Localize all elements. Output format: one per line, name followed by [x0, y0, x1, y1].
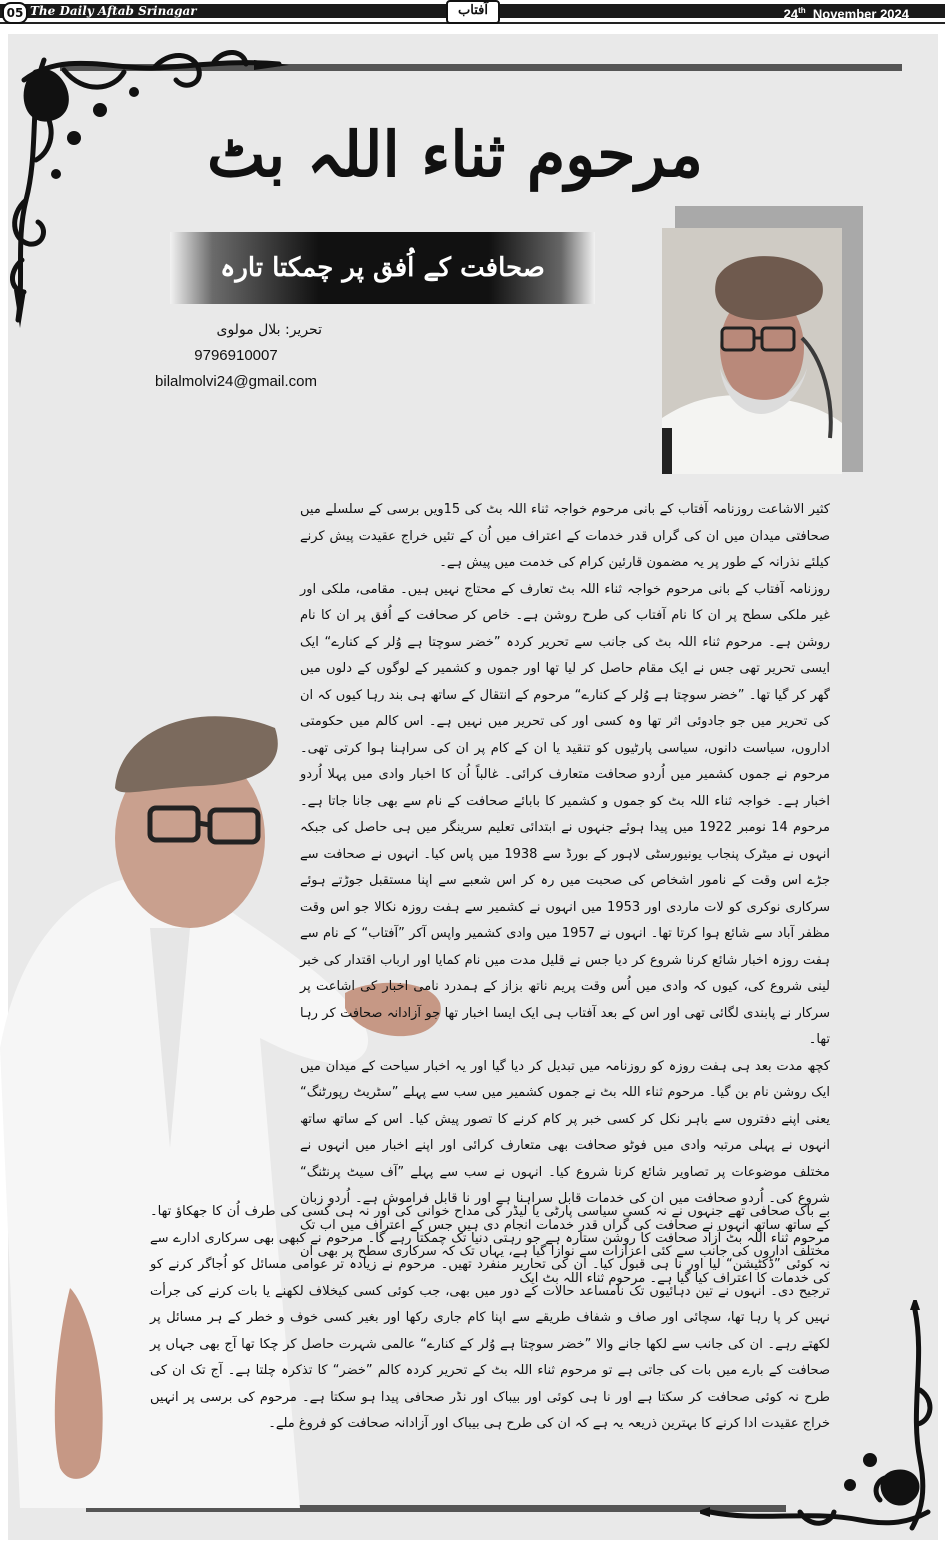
- author-block: [150, 318, 322, 394]
- date-rest: November 2024: [812, 6, 909, 22]
- article-paragraph: کچھ مدت بعد ہی ہفت روزہ کو روزنامہ میں تبدیل کر دیا گیا اور یہ اخبار سیاحت کے میدان میں ایک روشن نام بن گیا۔ مرحوم ثناء اللہ بٹ نے جموں کشمیر میں سب سے پہلے ”سٹریٹ رپورٹنگ“ یعنی اپنے دفتروں سے باہر نکل کر کسی خبر پر کام کرنے کا تصور پیش کیا۔ اس کے ساتھ ساتھ انہوں نے پہلی مرتبہ وادی میں فوٹو صحافت بھی متعارف کرائی اور اپنے اخبار میں انہوں نے مختلف موضوعات پر تصاویر شائع کرنا شروع کیا۔ انہوں نے سب سے پہلے ”آف سیٹ پرنٹنگ“ شروع کی۔ اُردو صحافت میں ان کی خدمات قابل سراہنا ہے اور نا قابل فراموش ہے۔ اُردو زبان کے ساتھ ساتھ انہوں نے صحافت کی گراں قدر خدمات انجام دی ہیں جس کے اعتراف میں اب تک مختلف اداروں کی جانب سے کئی اعزازات سے نوازا گیا ہے، یہاں تک کہ سرکاری سطح پر بھی ان کی خدمات کا اعتراف کیا گیا ہے۔ مرحوم ثناء اللہ بٹ ایک: [300, 1058, 830, 1286]
- page-number: 05: [2, 2, 28, 24]
- author-name: تحریر: بلال مولوی: [216, 322, 322, 338]
- portrait-illustration: [662, 228, 842, 474]
- article-paragraph: کثیر الاشاعت روزنامہ آفتاب کے بانی مرحوم خواجہ ثناء اللہ بٹ کی 15ویں برسی کے سلسلے میں صحافتی میدان میں ان کی گراں قدر خدمات کے اعتراف میں اُن کے تئیں خراج عقیدت پیش کرنے کیلئے نذرانہ کے طور پر یہ مضمون قارئین کرام کی خدمت میں پیش ہے۔: [300, 502, 830, 570]
- subheadline: صحافت کے اُفق پر چمکتا تارہ: [220, 253, 545, 283]
- masthead-bar: [0, 0, 945, 24]
- subheadline-banner: [170, 232, 595, 304]
- issue-date: [784, 3, 909, 22]
- paper-name: The Daily Aftab Srinagar: [30, 4, 197, 18]
- author-phone: 9796910007: [194, 347, 278, 364]
- article-body-upper: [300, 497, 830, 1292]
- article-paragraph: بے باک صحافی تھے جنہوں نے نہ کسی سیاسی پارٹی یا لیڈر کی مداح خوانی کی اور نہ ہی کسی کی طرف اُن کا جھکاؤ تھا۔ مرحوم ثناء اللہ بٹ آزاد صحافت کا روشن ستارہ ہے جو رہتی دنیا تک چمکتا رہے گا۔ مرحوم نے کبھی بھی سرکاری ادارے سے نہ کوئی ”ڈکٹیشن“ لیا اور نا ہی قبول کیا۔ ان کی تحاریر منفرد تھیں۔ مرحوم نے زیادہ تر عوامی مسائل کو اُجاگر کرنے کو ترجیح دی۔ انہوں نے تین دہائیوں تک نامساعد حالات کے دور میں بھی، جب کوئی کسی کیخلاف لکھنے یا بات کرنے کی جرأت نہیں کر پا رہا تھا، سچائی اور صاف و شفاف طریقے سے اپنا کام جاری رکھا اور بغیر کسی خوف و خطر کے ہر مسائل پر لکھتے رہے۔ ان کی جانب سے لکھا جانے والا ”خضر سوچتا ہے وُلر کے کنارے“ عالمی شہرت حاصل کر چکا تھا آج بھی جہاں پر صحافت کے بارے میں بات کی جاتی ہے تو مرحوم ثناء اللہ بٹ کے تحریر کردہ کالم ”خضر“ کا تذکرہ چلتا ہے۔ آج تک ان کی طرح نہ کوئی صحافت کر سکتا ہے اور نا ہی کوئی اور بیباک اور نڈر صحافی پیدا ہو سکتا ہے۔ مرحوم کی برسی پر انہیں خراج عقیدت ادا کرنے کا بہترین ذریعہ یہ ہے کہ ان کی طرح ہی بیباک اور آزادانہ صحافت کو فروغ ملے۔: [150, 1204, 830, 1431]
- date-day: 24: [783, 6, 799, 22]
- headline: مرحوم ثناء اللہ بٹ: [206, 118, 704, 191]
- date-suffix: th: [798, 6, 806, 15]
- masthead-logo: آفتاب: [446, 0, 500, 24]
- article-body-lower: [150, 1186, 830, 1451]
- author-email: bilalmolvi24@gmail.com: [155, 373, 317, 390]
- article-paragraph: روزنامہ آفتاب کے بانی مرحوم خواجہ ثناء اللہ بٹ تعارف کے محتاج نہیں ہیں۔ مقامی، ملکی اور غیر ملکی سطح پر ان کا نام آفتاب کی طرح روشن ہے۔ خاص کر صحافت کے اُفق پر ان کا نام روشن ہے۔ مرحوم ثناء اللہ بٹ کی جانب سے تحریر کردہ ”خضر سوچتا ہے وُلر کے کنارے“ ایک ایسی تحریر تھی جس نے ایک مقام حاصل کر لیا تھا اور جموں و کشمیر کے لوگوں کے دلوں میں گھر کر گیا تھا۔ ”خضر سوچتا ہے وُلر کے کنارے“ مرحوم کے انتقال کے ساتھ ہی بند رہا کیوں کہ ان کی تحریر میں جو جادوئی اثر تھا وہ کسی اور کی تحریر میں نہیں ہے۔ اس کالم میں حکومتی اداروں، سیاست دانوں، سیاسی پارٹیوں کو تنقید یا ان کے کام پر ان کی سراہنا ہوا کرتی تھی۔ مرحوم نے جموں کشمیر میں اُردو صحافت متعارف کرائی۔ غالباً اُن کا اخبار وادی میں پہلا اُردو اخبار ہے۔ خواجہ ثناء اللہ بٹ کو جموں و کشمیر کا بابائے صحافت کے نام سے بھی جانا جاتا ہے۔ مرحوم 14 نومبر 1922 میں پیدا ہوئے جنہوں نے ابتدائی تعلیم سرینگر میں ہی حاصل کی جبکہ انہوں نے میٹرک پنجاب یونیورسٹی لاہور کے بورڈ سے 1938 میں پاس کیا۔ انہوں نے صحافت سے جڑے اس وقت کے نامور اشخاص کی صحبت میں رہ کر اس شعبے سے اپنا مستقبل جوڑتے ہوئے سرکاری نوکری کو لات ماردی اور 1953 میں انہوں نے کشمیر سے ہفت روزہ نکالا جو اس وقت مظفر آباد سے شائع ہوا کرتا تھا۔ انہوں نے 1957 میں وادی کشمیر واپس آکر ”آفتاب“ کے نام سے ہفت روزہ اخبار شائع کرنا شروع کر دیا جس نے قلیل مدت میں نام کمایا اور ارباب اقتدار کی خبر لینی شروع کی، کیوں کہ وادی میں اُس وقت پریم ناتھ بزاز کے ہمدرد نامی اخبار کی اشاعت پر سرکار نے پابندی لگائی تھی اور اس کے بعد آفتاب ہی ایک ایسا اخبار تھا جو آزادانہ صحافت کر رہا تھا۔: [300, 581, 831, 1047]
- portrait-photo: [662, 228, 842, 474]
